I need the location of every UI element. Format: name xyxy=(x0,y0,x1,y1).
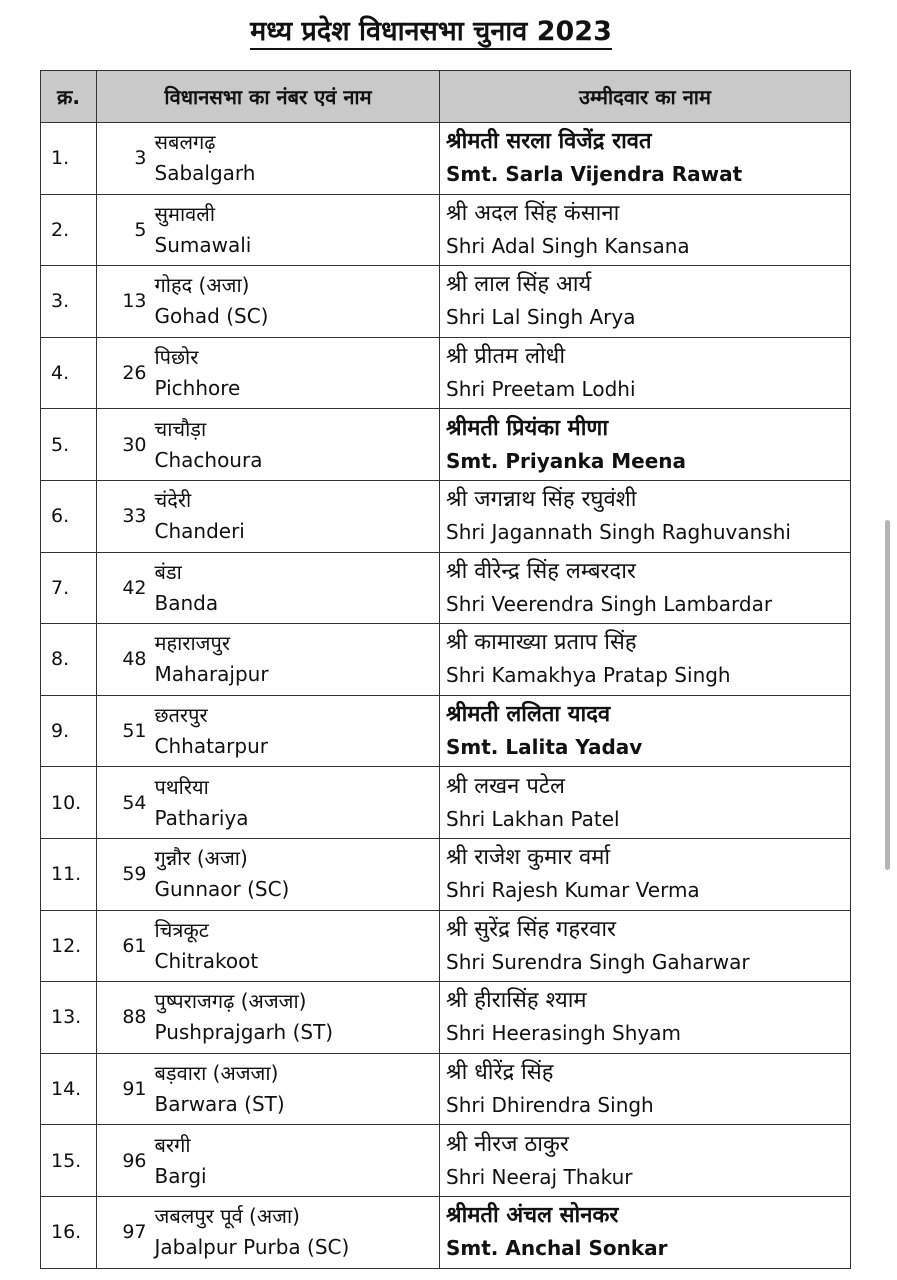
candidates-table xyxy=(40,70,851,1269)
candidate-name xyxy=(440,1196,851,1268)
constituency-name-english: Chhatarpur xyxy=(154,734,268,759)
candidate-name xyxy=(440,409,851,481)
candidate-name-hindi: श्री वीरेन्द्र सिंह लम्बरदार xyxy=(446,558,636,584)
constituency-name-english: Gohad (SC) xyxy=(154,304,269,329)
constituency-name-hindi: बड़वारा (अजजा) xyxy=(154,1061,279,1086)
constituency-number: 5 xyxy=(97,194,153,266)
constituency-number: 88 xyxy=(97,982,153,1054)
table-row xyxy=(41,123,851,195)
constituency-number: 42 xyxy=(97,552,153,624)
candidate-name-english: Shri Dhirendra Singh xyxy=(446,1093,654,1118)
table-row xyxy=(41,982,851,1054)
constituency-name-english: Pushprajgarh (ST) xyxy=(154,1020,334,1045)
constituency-name-english: Barwara (ST) xyxy=(154,1092,285,1117)
constituency-name-hindi: चंदेरी xyxy=(154,488,192,513)
constituency-name-hindi: पथरिया xyxy=(154,774,209,799)
candidate-name-english: Shri Preetam Lodhi xyxy=(446,377,636,402)
candidate-name-hindi: श्री धीरेंद्र सिंह xyxy=(446,1060,554,1086)
candidate-name-english: Shri Surendra Singh Gaharwar xyxy=(446,949,750,974)
constituency-name xyxy=(153,552,440,624)
constituency-name-hindi: गुन्नौर (अजा) xyxy=(154,846,248,871)
table-row xyxy=(41,910,851,982)
constituency-number: 13 xyxy=(97,266,153,338)
constituency-name-hindi: सबलगढ़ xyxy=(154,130,216,155)
constituency-name-english: Pichhore xyxy=(154,376,241,401)
serial-number: 6. xyxy=(41,480,97,552)
candidate-name-hindi: श्रीमती सरला विजेंद्र रावत xyxy=(446,129,652,155)
serial-number: 13. xyxy=(41,982,97,1054)
constituency-name-hindi: चाचौड़ा xyxy=(154,416,207,441)
table-row xyxy=(41,552,851,624)
serial-number: 5. xyxy=(41,409,97,481)
candidate-name-hindi: श्रीमती प्रियंका मीणा xyxy=(446,415,609,441)
constituency-name-english: Bargi xyxy=(154,1163,207,1188)
constituency-name xyxy=(153,1125,440,1197)
candidate-name xyxy=(440,982,851,1054)
header-candidate: उम्मीदवार का नाम xyxy=(440,71,851,123)
constituency-number: 54 xyxy=(97,767,153,839)
candidate-name xyxy=(440,624,851,696)
constituency-name-english: Banda xyxy=(154,590,219,615)
constituency-number: 30 xyxy=(97,409,153,481)
constituency-name-hindi: चित्रकूट xyxy=(154,917,209,942)
constituency-number: 61 xyxy=(97,910,153,982)
candidate-name-hindi: श्री कामाख्या प्रताप सिंह xyxy=(446,630,637,656)
constituency-name-hindi: पुष्पराजगढ़ (अजजा) xyxy=(154,989,307,1014)
candidate-name-english: Smt. Priyanka Meena xyxy=(446,448,687,473)
constituency-name-hindi: गोहद (अजा) xyxy=(154,273,250,298)
constituency-number: 26 xyxy=(97,337,153,409)
constituency-name xyxy=(153,695,440,767)
candidate-name-hindi: श्री राजेश कुमार वर्मा xyxy=(446,845,611,871)
serial-number: 12. xyxy=(41,910,97,982)
table-row xyxy=(41,409,851,481)
candidate-name xyxy=(440,910,851,982)
candidate-name-english: Smt. Anchal Sonkar xyxy=(446,1236,668,1261)
candidate-name-english: Shri Adal Singh Kansana xyxy=(446,233,690,258)
serial-number: 4. xyxy=(41,337,97,409)
serial-number: 8. xyxy=(41,624,97,696)
table-row xyxy=(41,480,851,552)
candidate-name-hindi: श्री लखन पटेल xyxy=(446,773,565,799)
table-row xyxy=(41,838,851,910)
constituency-name-english: Sumawali xyxy=(154,232,252,257)
candidate-name-english: Shri Lakhan Patel xyxy=(446,806,620,831)
candidate-name-hindi: श्री सुरेंद्र सिंह गहरवार xyxy=(446,916,617,942)
candidate-name-hindi: श्री नीरज ठाकुर xyxy=(446,1131,569,1157)
constituency-name-hindi: बरगी xyxy=(154,1132,191,1157)
constituency-number: 97 xyxy=(97,1196,153,1268)
candidate-name xyxy=(440,838,851,910)
candidate-name xyxy=(440,337,851,409)
constituency-number: 91 xyxy=(97,1053,153,1125)
constituency-name-hindi: महाराजपुर xyxy=(154,631,230,656)
constituency-name-english: Pathariya xyxy=(154,805,249,830)
table-row xyxy=(41,1196,851,1268)
constituency-name-english: Chanderi xyxy=(154,519,245,544)
constituency-name xyxy=(153,194,440,266)
header-sno: क्र. xyxy=(41,71,97,123)
table-row xyxy=(41,337,851,409)
constituency-name xyxy=(153,123,440,195)
candidate-name-hindi: श्रीमती अंचल सोनकर xyxy=(446,1203,619,1229)
candidate-name xyxy=(440,695,851,767)
constituency-number: 33 xyxy=(97,480,153,552)
table-row xyxy=(41,194,851,266)
candidate-name-english: Smt. Sarla Vijendra Rawat xyxy=(446,162,743,187)
serial-number: 10. xyxy=(41,767,97,839)
constituency-name xyxy=(153,1053,440,1125)
scrollbar-thumb[interactable] xyxy=(885,520,890,870)
candidate-name-english: Shri Heerasingh Shyam xyxy=(446,1021,681,1046)
candidate-name xyxy=(440,1053,851,1125)
constituency-name xyxy=(153,337,440,409)
candidate-name-hindi: श्री प्रीतम लोधी xyxy=(446,344,566,370)
constituency-name-hindi: जबलपुर पूर्व (अजा) xyxy=(154,1204,300,1229)
constituency-name xyxy=(153,266,440,338)
constituency-name xyxy=(153,982,440,1054)
constituency-name-hindi: छतरपुर xyxy=(154,703,208,728)
candidate-name-hindi: श्री हीरासिंह श्याम xyxy=(446,988,587,1014)
candidate-name-hindi: श्री अदल सिंह कंसाना xyxy=(446,200,620,226)
serial-number: 14. xyxy=(41,1053,97,1125)
candidate-name-english: Shri Rajesh Kumar Verma xyxy=(446,878,700,903)
candidate-name xyxy=(440,480,851,552)
constituency-name xyxy=(153,838,440,910)
candidate-name-english: Shri Veerendra Singh Lambardar xyxy=(446,591,773,616)
constituency-name-english: Chachoura xyxy=(154,447,263,472)
page-title-text: मध्य प्रदेश विधानसभा चुनाव 2023 xyxy=(250,16,612,50)
constituency-name xyxy=(153,624,440,696)
constituency-name-hindi: सुमावली xyxy=(154,201,216,226)
constituency-name-english: Sabalgarh xyxy=(154,161,256,186)
serial-number: 1. xyxy=(41,123,97,195)
candidate-name-english: Shri Neeraj Thakur xyxy=(446,1164,633,1189)
header-constituency: विधानसभा का नंबर एवं नाम xyxy=(97,71,440,123)
constituency-number: 3 xyxy=(97,123,153,195)
table-row xyxy=(41,624,851,696)
constituency-name xyxy=(153,480,440,552)
table-header-row xyxy=(41,71,851,123)
candidate-name-hindi: श्रीमती ललिता यादव xyxy=(446,702,611,728)
candidate-name-english: Shri Jagannath Singh Raghuvanshi xyxy=(446,520,791,545)
constituency-name-english: Gunnaor (SC) xyxy=(154,877,290,902)
serial-number: 3. xyxy=(41,266,97,338)
constituency-number: 59 xyxy=(97,838,153,910)
candidate-name xyxy=(440,266,851,338)
constituency-name xyxy=(153,409,440,481)
constituency-number: 51 xyxy=(97,695,153,767)
table-row xyxy=(41,767,851,839)
constituency-name xyxy=(153,910,440,982)
constituency-name xyxy=(153,1196,440,1268)
serial-number: 9. xyxy=(41,695,97,767)
constituency-number: 48 xyxy=(97,624,153,696)
constituency-name-hindi: पिछोर xyxy=(154,345,199,370)
serial-number: 11. xyxy=(41,838,97,910)
candidate-name-english: Smt. Lalita Yadav xyxy=(446,735,643,760)
page-title xyxy=(0,14,862,50)
constituency-name-english: Jabalpur Purba (SC) xyxy=(154,1235,350,1260)
candidate-name xyxy=(440,767,851,839)
constituency-name-english: Maharajpur xyxy=(154,662,269,687)
candidate-name xyxy=(440,1125,851,1197)
serial-number: 7. xyxy=(41,552,97,624)
candidate-name xyxy=(440,123,851,195)
serial-number: 15. xyxy=(41,1125,97,1197)
constituency-name-english: Chitrakoot xyxy=(154,948,259,973)
constituency-number: 96 xyxy=(97,1125,153,1197)
serial-number: 2. xyxy=(41,194,97,266)
table-row xyxy=(41,695,851,767)
serial-number: 16. xyxy=(41,1196,97,1268)
candidate-name xyxy=(440,552,851,624)
candidate-name-english: Shri Lal Singh Arya xyxy=(446,305,636,330)
candidate-name xyxy=(440,194,851,266)
constituency-name xyxy=(153,767,440,839)
candidate-name-english: Shri Kamakhya Pratap Singh xyxy=(446,663,731,688)
candidate-name-hindi: श्री जगन्नाथ सिंह रघुवंशी xyxy=(446,487,637,513)
constituency-name-hindi: बंडा xyxy=(154,559,182,584)
table-row xyxy=(41,1053,851,1125)
table-row xyxy=(41,1125,851,1197)
table-row xyxy=(41,266,851,338)
candidate-name-hindi: श्री लाल सिंह आर्य xyxy=(446,272,592,298)
